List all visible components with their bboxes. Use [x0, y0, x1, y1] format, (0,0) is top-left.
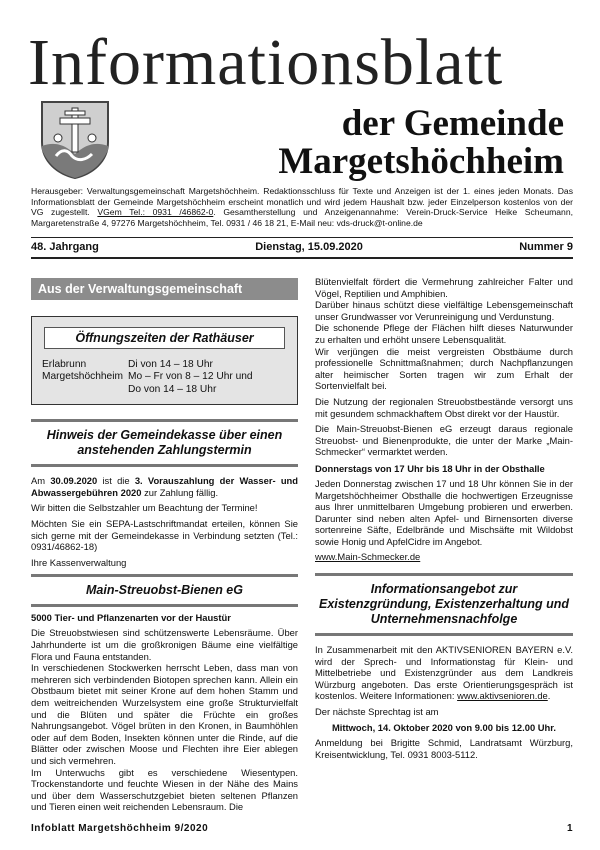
kasse-heading: Hinweis der Gemeindekasse über einen anstehenden Zahlungstermin — [31, 419, 298, 467]
bienen-paragraph: Die Streuobstwiesen sind schützenswerte Lebensräume. Über Jahrhunderte ist um die großkronigen Bäume eine vielfältige Flora und Fauna entstanden. — [31, 627, 298, 662]
bienen-paragraph-cont: Die Nutzung der regionalen Streuobstbestände versorgt uns mit gesundem schmackhaftem Obst direkt vor der Haustür. — [315, 395, 573, 419]
hours-time: Mo – Fr von 8 – 12 Uhr und — [128, 371, 253, 383]
municipal-coat-of-arms-icon — [38, 98, 112, 180]
kasse-date: 30.09.2020 — [50, 475, 98, 487]
hours-time: Do von 14 – 18 Uhr — [128, 383, 217, 395]
aktivsenioren-link[interactable]: www.aktivsenioren.de — [457, 690, 548, 702]
issue-date: Dienstag, 15.09.2020 — [255, 241, 363, 253]
imprint-text: Herausgeber: Verwaltungsgemeinschaft Margetshöchheim. Redaktionsschluss für Texte und Anzeigen ist der 1. eines jeden Monats. Das Informationsblatt der Gemeinde Margetshöchheim erscheint monatlich und wird jedem Haushalt bzw. jeder Einzelperson kostenlos von der VG zugestellt. — [31, 186, 573, 218]
imprint — [31, 186, 573, 228]
bienen-paragraph-cont: Die Main-Streuobst-Bienen eG erzeugt daraus regionale Streuobst- und Bienenprodukte, die unter der Marke „Main-Schmecker“ vermarktet werden. — [315, 423, 573, 458]
info-date: Mittwoch, 14. Oktober 2020 von 9.00 bis 12.00 Uhr. — [331, 721, 557, 733]
info-paragraph: In Zusammenarbeit mit den AKTIVSENIOREN BAYERN e.V. wird der Sprech- und Informationstag für Klein- und Mittelbetriebe und Existenzgründer aus dem Landkreis Würzburg angeboten. Das erste Orientierungsgespräch ist kostenlos. Weitere Informationen: www.aktivsenioren.de. — [315, 644, 573, 702]
kasse-payment: 3. Vorauszahlung der Wasser- und Abwassergebühren 2020 — [31, 475, 299, 498]
main-schmecker-link[interactable]: www.Main-Schmecker.de — [315, 551, 421, 563]
page-number: 1 — [566, 823, 573, 834]
hours-place: Margetshöchheim — [42, 371, 123, 383]
info-paragraph: Anmeldung bei Brigitte Schmid, Landratsamt Würzburg, Kreisentwicklung, Tel. 0931 8003-5112. — [315, 737, 573, 760]
info-paragraph: Der nächste Sprechtag ist am — [315, 706, 439, 718]
bienen-paragraph-cont: Die schonende Pflege der Flächen hilft dieses Naturwunder zu erhalten und erhöht unsere Lebensqualität. — [315, 322, 573, 345]
bienen-paragraph-cont: Wir verjüngen die meist vergreisten Obstbäume durch professionelle Schnittmaßnahmen; durch Nachpflanzungen alter heimischer Sorten tragen wir zum Erhalt der Sortenvielfalt bei. — [315, 345, 573, 392]
bienen-paragraph-cont: Blütenvielfalt fördert die Vermehrung zahlreicher Falter und Vögel, Reptilien und Amphibien. — [315, 276, 573, 299]
issue-volume: 48. Jahrgang — [31, 241, 99, 253]
section-header: Aus der Verwaltungsgemeinschaft — [31, 278, 298, 300]
issue-number: Nummer 9 — [519, 241, 573, 253]
bienen-paragraph: In verschiedenen Stockwerken herrscht Leben, dass man von mehreren sich verbindenden Biotopen sprechen kann. Allein ein Obstbaum bietet mit seiner Krone auf dem hohen Stamm und dem weitreichenden Wurzelsystem eine große Strukturvielfalt und die Blüten und später die Früchte ein großes Nahrungsangebot. Vögel brüten in den Kronen, in Baumhöhlen oder auf dem Boden, Insekten können unter die Rinde, auf die Blätter oder zwischen Moose und Flechten ihre Eier ablegen und sich vermehren. — [31, 662, 298, 766]
right-column — [315, 276, 573, 764]
opening-hours-box — [31, 316, 298, 405]
hours-time: Di von 14 – 18 Uhr — [128, 359, 213, 370]
footer-title: Infoblatt Margetshöchheim 9/2020 — [31, 823, 209, 834]
opening-hours-table — [32, 349, 297, 404]
issue-bar — [31, 241, 573, 253]
imprint-phone-link[interactable]: VGem Tel.: 0931 /46862-0 — [97, 207, 214, 218]
obsthalle-heading: Donnerstags von 17 Uhr bis 18 Uhr in der Obsthalle — [315, 462, 545, 474]
hours-place: Erlabrunn — [42, 359, 87, 370]
bienen-subheading: 5000 Tier- und Pflanzenarten vor der Haustür — [31, 612, 231, 624]
header-rule-bottom — [31, 257, 573, 259]
page-footer — [31, 823, 573, 834]
kasse-signature: Ihre Kassenverwaltung — [31, 556, 127, 568]
opening-hours-title: Öffnungszeiten der Rathäuser — [44, 327, 285, 349]
bienen-paragraph: Im Unterwuchs gibt es verschiedene Wiesentypen. Trockenstandorte und feuchte Wiesen in der Nähe des Mains und über dem Wasserschutzgebiet bieten seltenen Pflanzen und Tieren einen weit reichenden Lebensraum. Die — [31, 766, 298, 813]
kasse-paragraph: Wir bitten die Selbstzahler um Beachtung der Termine! — [31, 502, 258, 514]
masthead-subtitle-line2: Margetshöchheim — [278, 141, 564, 182]
bienen-heading: Main-Streuobst-Bienen eG — [31, 574, 298, 607]
header-rule-top — [31, 237, 573, 238]
left-column — [31, 278, 298, 813]
obsthalle-paragraph: Jeden Donnerstag zwischen 17 und 18 Uhr können Sie in der Margetshöchheimer Obsthalle die hochwertigen Erzeugnisse aus Ihrer unmittelbaren Umgebung probieren und erwerben. Darunter sind neben alten Apfel- und Birnensorten diverse sortenreine Säfte, Edelbrände und Mischsäfte mit Wildobst sowie Honig und ApfelCidre im Angebot. — [315, 477, 573, 547]
hours-place — [42, 384, 128, 396]
bienen-paragraph-cont: Darüber hinaus schützt diese vielfältige Lebensgemeinschaft unser Grundwasser vor Verunreinigung und Verdunstung. — [315, 299, 573, 322]
kasse-paragraph: Möchten Sie ein SEPA-Lastschriftmandat erteilen, können Sie sich gerne mit der Gemeindekasse in Verbindung setzten (Tel.: 0931/46862-18) — [31, 518, 298, 553]
info-heading: Informationsangebot zur Existenzgründung, Existenzerhaltung und Unternehmensnachfolge — [315, 573, 573, 636]
masthead-title: Informationsblatt — [28, 26, 504, 99]
imprint-text-continued: . Gesamtherstellung und Anzeigenannahme: Verein-Druck-Service Heike Scheumann, Margaretenstraße 4, 97276 Margetshöchheim, Tel. 0931 / 46 18 21, E-Mail neu: vds-druck@t-online.de — [31, 207, 573, 228]
kasse-paragraph: Am 30.09.2020 ist die 3. Vorauszahlung der Wasser- und Abwassergebühren 2020 zur Zahlung fällig. — [31, 475, 299, 498]
masthead-subtitle-line1: der Gemeinde — [341, 103, 564, 144]
